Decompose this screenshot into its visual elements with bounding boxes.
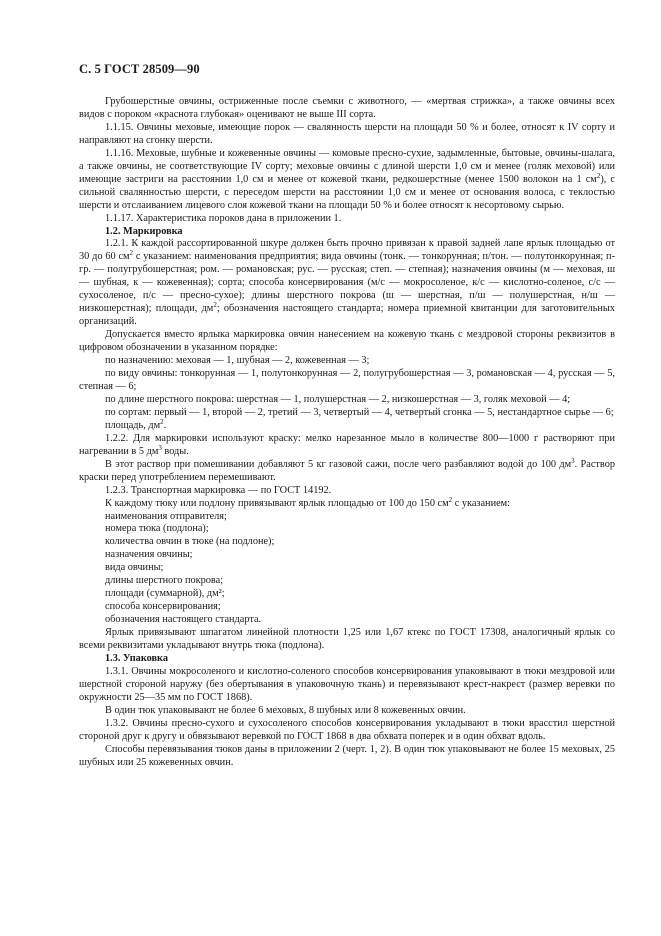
- paragraph: 1.2.1. К каждой рассортированной шкуре должен быть прочно привязан к правой задней лапе ярлык площадью от 30 до 60 $см^2$ с указанием: наименования предприятия; вида овчины (тонк. — тонкорунная; п/тон. — полутонкорунная; п-гр. — полугрубошерстная; ром. — романовская; рус. — русская; степ. — степная); назначения овчины (м — меховая, ш — шубная, к — кожевенная); сорта; способа консервирования (м/с — мокросоленое, к/с — кислотно-соленое, с/с — сухосоленое, п/с — пресно-сухое); длины шерстного покрова (ш — шерстная, п/ш — полушерстная, н/ш — низкошерстная); площади, $дм^2$; обозначения настоящего стандарта; номера приемной квитанции для заготовительных организаций.: [79, 238, 615, 328]
- list-item: вида овчины;: [105, 562, 164, 574]
- paragraph: В этот раствор при помешивании добавляют 5 кг газовой сажи, после чего разбавляют водой до 100 $дм^3$. Раствор краски перед употреблением перемешивают.: [79, 456, 616, 483]
- paragraph: Грубошерстные овчины, остриженные после съемки с животного, — «мертвая стрижка», а также овчины всех видов с пороком «краснота глубокая» оценивают не выше III сорта.: [79, 96, 615, 120]
- paragraph: 1.1.17. Характеристика пороков дана в приложении 1.: [105, 212, 342, 224]
- paragraph: по сортам: первый — 1, второй — 2, третий — 3, четвертый — 4, четвертый сгонка — 5, нестандартное сырье — 6;: [105, 406, 614, 418]
- list-item: назначения овчины;: [105, 549, 193, 561]
- document-body: [79, 96, 615, 770]
- page-header: С. 5 ГОСТ 28509—90: [79, 62, 200, 76]
- paragraph: 1.1.15. Овчины меховые, имеющие порок — свалянность шерсти на площади 50 % и более, относят к IV сорту и направляют на сгонку шерсти.: [79, 121, 615, 146]
- list-item: номера тюка (подлона);: [105, 523, 209, 535]
- paragraph: 1.1.16. Меховые, шубные и кожевенные овчины — комовые пресно-сухие, задымленные, бытовые, овчины-шалага, а также овчины, не соответствующие IV сорту; меховые овчины с длиной шерсти 1,0 см и менее (голяк меховой) или имеющие застриги на расстоянии 1,0 см и менее от кожевой ткани, редкошерстные (менее 1500 волокон на 1 $см^2$), с сильной свалянностью шерсти, с переседом шерсти на расстоянии 1,0 см и менее от основания волоса, с теклостью шерсти и отслаиванием лицевого слоя кожевой ткани на площади 50 % и более относят к несортовому сырью.: [79, 147, 615, 211]
- paragraph: К каждому тюку или подлону привязывают ярлык площадью от 100 до 150 $см^2$ с указанием:: [105, 495, 511, 509]
- list-item: способа консервирования;: [105, 601, 221, 613]
- paragraph: площадь, $дм^2$.: [105, 417, 167, 431]
- list-item: количества овчин в тюке (на подлоне);: [105, 536, 275, 548]
- paragraph: Способы перевязывания тюков даны в приложении 2 (черт. 1, 2). В один тюк упаковывают не более 15 меховых, 25 шубных или 25 кожевенных овчин.: [79, 743, 615, 768]
- paragraph: по виду овчины: тонкорунная — 1, полутонкорунная — 2, полугрубошерстная — 3, романовская — 4, русская — 5, степная — 6;: [79, 368, 615, 392]
- section-heading-packaging: 1.3. Упаковка: [105, 652, 168, 664]
- paragraph: В один тюк упаковывают не более 6 меховых, 8 шубных или 8 кожевенных овчин.: [105, 704, 466, 716]
- paragraph: 1.3.2. Овчины пресно-сухого и сухосоленого способов консервирования укладывают в тюки врасстил шерстной стороной друг к другу и обвязывают веревкой по ГОСТ 1868 в два обхвата поперек и в один обхват вдоль.: [79, 717, 615, 742]
- paragraph: Ярлык привязывают шпагатом линейной плотности 1,25 или 1,67 ктекс по ГОСТ 17308, аналогичный ярлык со всеми реквизитами укладывают внутрь тюка (подлона).: [79, 627, 615, 652]
- paragraph: 1.2.3. Транспортная маркировка — по ГОСТ 14192.: [105, 484, 332, 496]
- list-item: обозначения настоящего стандарта.: [105, 614, 262, 626]
- section-heading-marking: 1.2. Маркировка: [105, 225, 183, 237]
- paragraph: по назначению: меховая — 1, шубная — 2, кожевенная — 3;: [105, 355, 370, 367]
- list-item: площади (суммарной), дм²;: [105, 588, 225, 600]
- list-item: наименования отправителя;: [105, 510, 227, 522]
- paragraph: Допускается вместо ярлыка маркировка овчин нанесением на кожевую ткань с мездровой стороны реквизитов в цифровом обозначении в указанном порядке:: [79, 329, 615, 354]
- list-item: длины шерстного покрова;: [105, 575, 224, 587]
- paragraph: по длине шерстного покрова: шерстная — 1, полушерстная — 2, низкошерстная — 3, голяк меховой — 4;: [105, 393, 571, 405]
- paragraph: 1.2.2. Для маркировки используют краску: мелко нарезанное мыло в количестве 800—1000 г растворяют при нагревании в 5 $дм^3$ воды.: [79, 432, 615, 457]
- paragraph: 1.3.1. Овчины мокросоленого и кислотно-соленого способов консервирования упаковывают в тюки мездровой или шерстной стороной наружу (без обертывания в упаковочную ткань) и перевязывают крест-накрест (размер веревки по окружности 25—35 мм по ГОСТ 1868).: [79, 665, 615, 703]
